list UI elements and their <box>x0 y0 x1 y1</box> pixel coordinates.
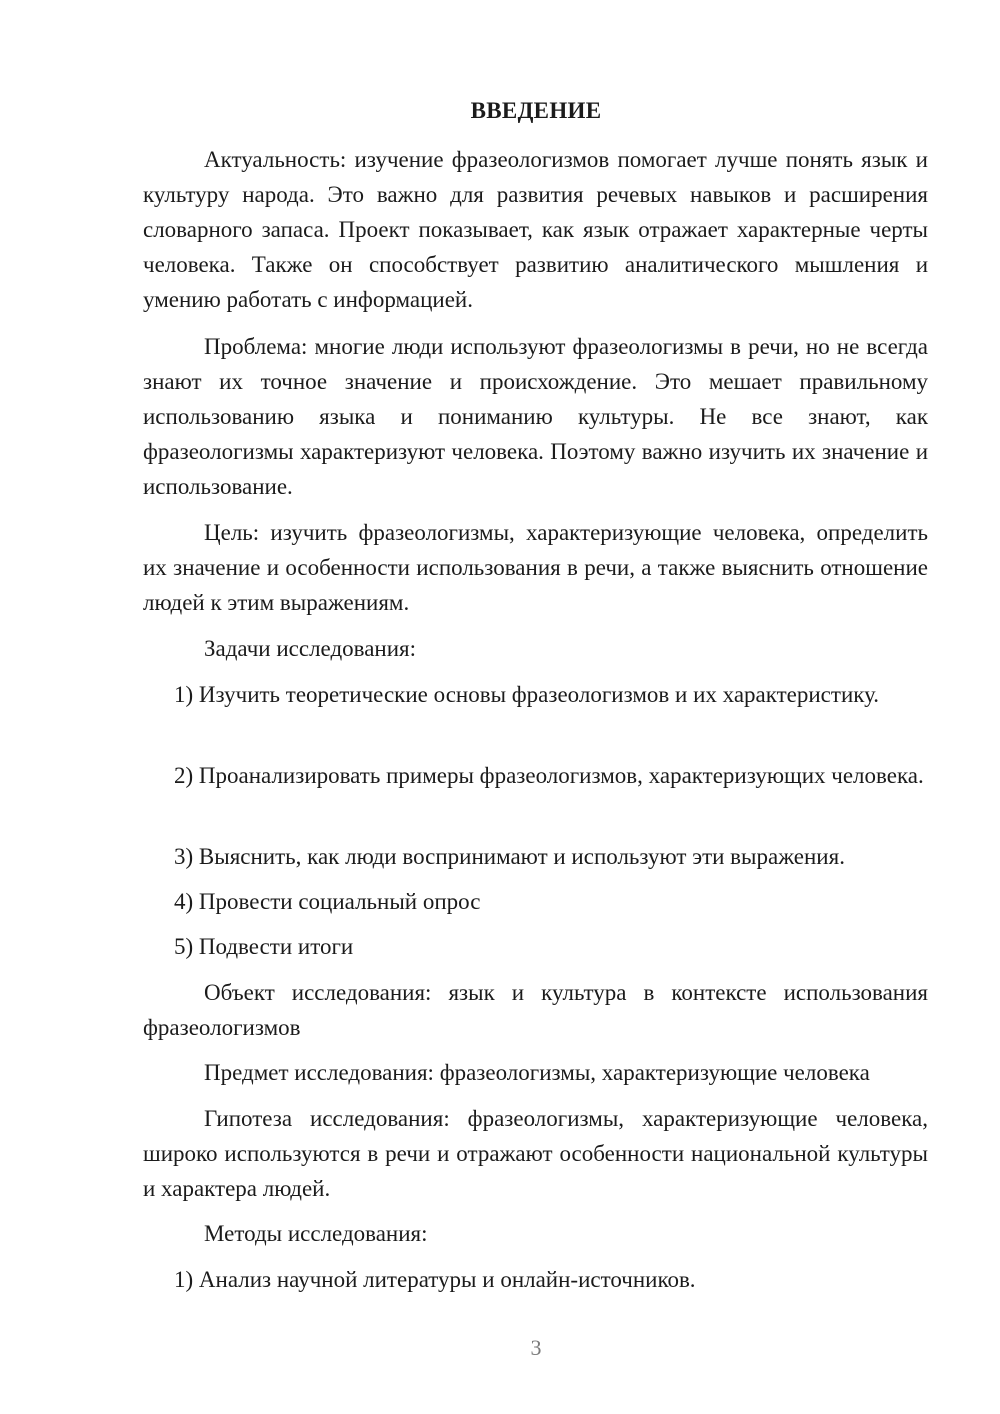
task-item-5: 5) Подвести итоги <box>174 934 354 959</box>
method-item-1: 1) Анализ научной литературы и онлайн-источников. <box>174 1267 696 1292</box>
paragraph-subject: Предмет исследования: фразеологизмы, характеризующие человека <box>204 1060 870 1085</box>
methods-heading: Методы исследования: <box>204 1221 428 1246</box>
task-item-1: 1) Изучить теоретические основы фразеологизмов и их характеристику. <box>174 682 880 707</box>
paragraph-relevance: Актуальность: изучение фразеологизмов помогает лучше понять язык и культуру народа. Это важно для развития речевых навыков и расширения словарного запаса. Проект показывает, как язык отражает характерные черты человека. Также он способствует развитию аналитического мышления и умению работать с информацией. <box>143 147 928 312</box>
task-item-3: 3) Выяснить, как люди воспринимают и используют эти выражения. <box>174 844 845 869</box>
page-title: ВВЕДЕНИЕ <box>470 98 602 123</box>
page-number: 3 <box>530 1335 542 1360</box>
paragraph-goal: Цель: изучить фразеологизмы, характеризующие человека, определить их значение и особенности использования в речи, а также выяснить отношение людей к этим выражениям. <box>143 520 928 615</box>
paragraph-problem: Проблема: многие люди используют фразеологизмы в речи, но не всегда знают их точное значение и происхождение. Это мешает правильному использованию языка и пониманию культуры. Не все знают, как фразеологизмы характеризуют человека. Поэтому важно изучить их значение и использование. <box>143 334 928 499</box>
task-item-2: 2) Проанализировать примеры фразеологизмов, характеризующих человека. <box>174 763 924 788</box>
task-item-4: 4) Провести социальный опрос <box>174 889 481 914</box>
paragraph-object: Объект исследования: язык и культура в контексте использования фразеологизмов <box>143 980 928 1040</box>
tasks-heading: Задачи исследования: <box>204 636 417 661</box>
paragraph-hypothesis: Гипотеза исследования: фразеологизмы, характеризующие человека, широко используются в речи и отражают особенности национальной культуры и характера людей. <box>143 1106 928 1201</box>
